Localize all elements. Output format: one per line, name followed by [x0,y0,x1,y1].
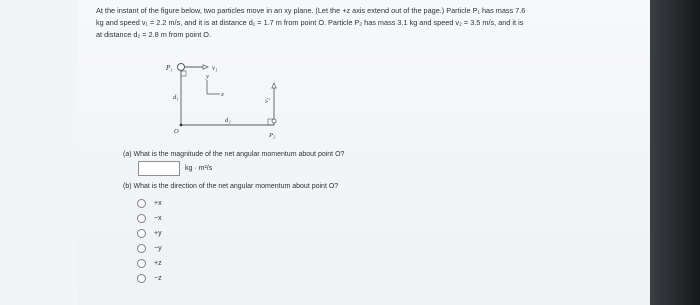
option-label: +z [154,260,162,267]
question-a-text: (a) What is the magnitude of the net angular momentum about point O? [123,151,345,158]
option-plus-z[interactable] [137,256,162,271]
option-label: +x [154,200,162,207]
option-minus-y[interactable] [137,241,162,256]
radio-button[interactable] [137,229,146,238]
option-plus-y[interactable] [137,226,162,241]
p1-label: P₁ [166,64,173,72]
answer-a-row [138,161,212,176]
particle-p1 [178,64,185,71]
answer-a-input[interactable] [138,161,180,176]
option-label: +y [154,230,162,237]
d1-label: d₁ [173,94,179,101]
o-label: O [174,128,179,135]
direction-options [137,196,162,286]
particle-diagram [150,55,290,145]
v2-label: v₂ [263,97,270,103]
v2-arrowhead [272,83,276,88]
v1-label: v₁ [212,64,218,72]
option-label: −z [154,275,162,282]
d2-label: d₂ [225,117,231,124]
option-minus-z[interactable] [137,271,162,286]
problem-statement [96,5,626,41]
point-o [180,124,183,127]
radio-button[interactable] [137,259,146,268]
p2-label: P₂ [269,132,276,139]
problem-line-1: At the instant of the figure below, two particles move in an xy plane. (Let the +z axis extend out of the page.) Particle P₁ has mass 7.6 [96,6,526,15]
option-plus-x[interactable] [137,196,162,211]
option-label: −y [154,245,162,252]
v1-arrowhead [203,65,208,69]
answer-a-unit: kg · m²/s [185,165,213,172]
radio-button[interactable] [137,244,146,253]
d1-right-angle [181,71,186,76]
option-label: −x [154,215,162,222]
problem-line-2: kg and speed v₁ = 2.2 m/s, and it is at distance d₁ = 1.7 m from point O. Particle P₂ has mass 3.1 kg and speed v₂ = 3.5 m/s, and it is [96,18,524,27]
y-axis-label: y [206,73,209,80]
particle-p2 [272,119,276,123]
radio-button[interactable] [137,214,146,223]
radio-button[interactable] [137,274,146,283]
problem-line-3: at distance d₂ = 2.8 m from point O. [96,30,211,39]
question-b-text: (b) What is the direction of the net angular momentum about point O? [123,183,339,190]
option-minus-x[interactable] [137,211,162,226]
radio-button[interactable] [137,199,146,208]
x-axis-label: x [221,91,224,98]
